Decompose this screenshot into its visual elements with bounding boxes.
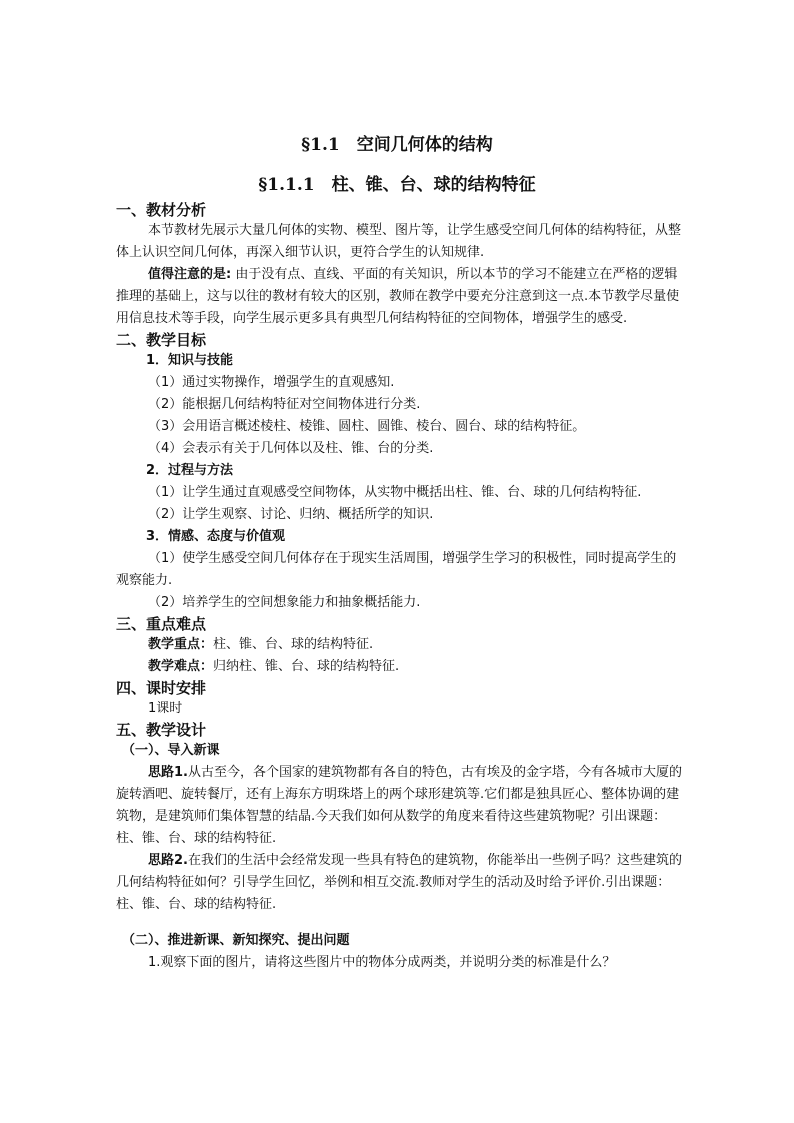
objective-knowledge-title: 1．知识与技能 bbox=[146, 353, 234, 368]
key-point-line bbox=[116, 634, 682, 656]
emotion-item-1: （1）使学生感受空间几何体存在于现实生活周围，增强学生学习的积极性，同时提高学生的观察能力. bbox=[116, 551, 677, 588]
analysis-paragraph-2 bbox=[116, 264, 682, 330]
section-heading-design: 五、教学设计 bbox=[116, 721, 207, 739]
difficulty-line bbox=[116, 656, 682, 678]
knowledge-item-1: （1）通过实物操作，增强学生的直观感知. bbox=[148, 375, 395, 390]
question-1: 1.观察下面的图片，请将这些图片中的物体分成两类，并说明分类的标准是什么？ bbox=[148, 955, 616, 970]
process-item-2: （2）让学生观察、讨论、归纳、概括所学的知识. bbox=[148, 507, 434, 522]
part1-title: （一）、导入新课 bbox=[122, 743, 220, 758]
section-heading-objectives: 二、教学目标 bbox=[116, 331, 207, 349]
objective-process-title: 2．过程与方法 bbox=[146, 463, 234, 478]
objective-emotion-title: 3．情感、态度与价值观 bbox=[146, 529, 286, 544]
knowledge-item-2: （2）能根据几何结构特征对空间物体进行分类. bbox=[148, 397, 421, 412]
difficulty-text: 归纳柱、锥、台、球的结构特征. bbox=[213, 659, 400, 674]
part2-title: （二）、推进新课、新知探究、提出问题 bbox=[122, 933, 350, 948]
difficulty-label: 教学难点： bbox=[148, 659, 214, 674]
idea-2-paragraph bbox=[116, 850, 682, 916]
key-point-label: 教学重点： bbox=[148, 637, 214, 652]
spacer bbox=[116, 916, 682, 930]
document-subtitle: §1.1.1 柱、锥、台、球的结构特征 bbox=[258, 175, 536, 195]
idea-2-label: 思路2. bbox=[148, 853, 188, 868]
schedule-text: 1课时 bbox=[148, 701, 183, 716]
section-heading-key-points: 三、重点难点 bbox=[116, 615, 207, 633]
knowledge-item-3: （3）会用语言概述棱柱、棱锥、圆柱、圆锥、棱台、圆台、球的结构特征。 bbox=[148, 419, 586, 434]
note-label: 值得注意的是: bbox=[148, 267, 232, 282]
idea-1-text: 从古至今，各个国家的建筑物都有各自的特色，古有埃及的金字塔，今有各城市大厦的旋转酒吧、旋转餐厅，还有上海东方明珠塔上的两个球形建筑等.它们都是独具匠心、整体协调的建筑物，是建筑师们集体智慧的结晶.今天我们如何从数学的角度来看待这些建筑物呢？引出课题：柱、锥、台、球的结构特征. bbox=[116, 765, 682, 846]
key-point-text: 柱、锥、台、球的结构特征. bbox=[213, 637, 374, 652]
section-heading-analysis: 一、教材分析 bbox=[116, 201, 207, 219]
analysis-paragraph-1: 本节教材先展示大量几何体的实物、模型、图片等，让学生感受空间几何体的结构特征，从整体上认识空间几何体，再深入细节认识，更符合学生的认知规律. bbox=[116, 223, 682, 260]
idea-2-text: 在我们的生活中会经常发现一些具有特色的建筑物，你能举出一些例子吗？这些建筑的几何结构特征如何？引导学生回忆，举例和相互交流.教师对学生的活动及时给予评价.引出课题：柱、锥、台、球的结构特征. bbox=[116, 853, 682, 912]
emotion-item-2: （2）培养学生的空间想象能力和抽象概括能力. bbox=[148, 595, 421, 610]
document-body bbox=[116, 200, 682, 974]
section-heading-schedule: 四、课时安排 bbox=[116, 679, 207, 697]
knowledge-item-4: （4）会表示有关于几何体以及柱、锥、台的分类. bbox=[148, 441, 434, 456]
document-title: §1.1 空间几何体的结构 bbox=[301, 135, 493, 155]
note-text: 由于没有点、直线、平面的有关知识，所以本节的学习不能建立在严格的逻辑推理的基础上，这与以往的教材有较大的区别，教师在教学中要充分注意到这一点.本节教学尽量使用信息技术等手段，向学生展示更多具有典型几何结构特征的空间物体，增强学生的感受. bbox=[116, 267, 680, 326]
idea-1-label: 思路1. bbox=[148, 765, 188, 780]
idea-1-paragraph bbox=[116, 762, 682, 850]
process-item-1: （1）让学生通过直观感受空间物体，从实物中概括出柱、锥、台、球的几何结构特征. bbox=[148, 485, 642, 500]
